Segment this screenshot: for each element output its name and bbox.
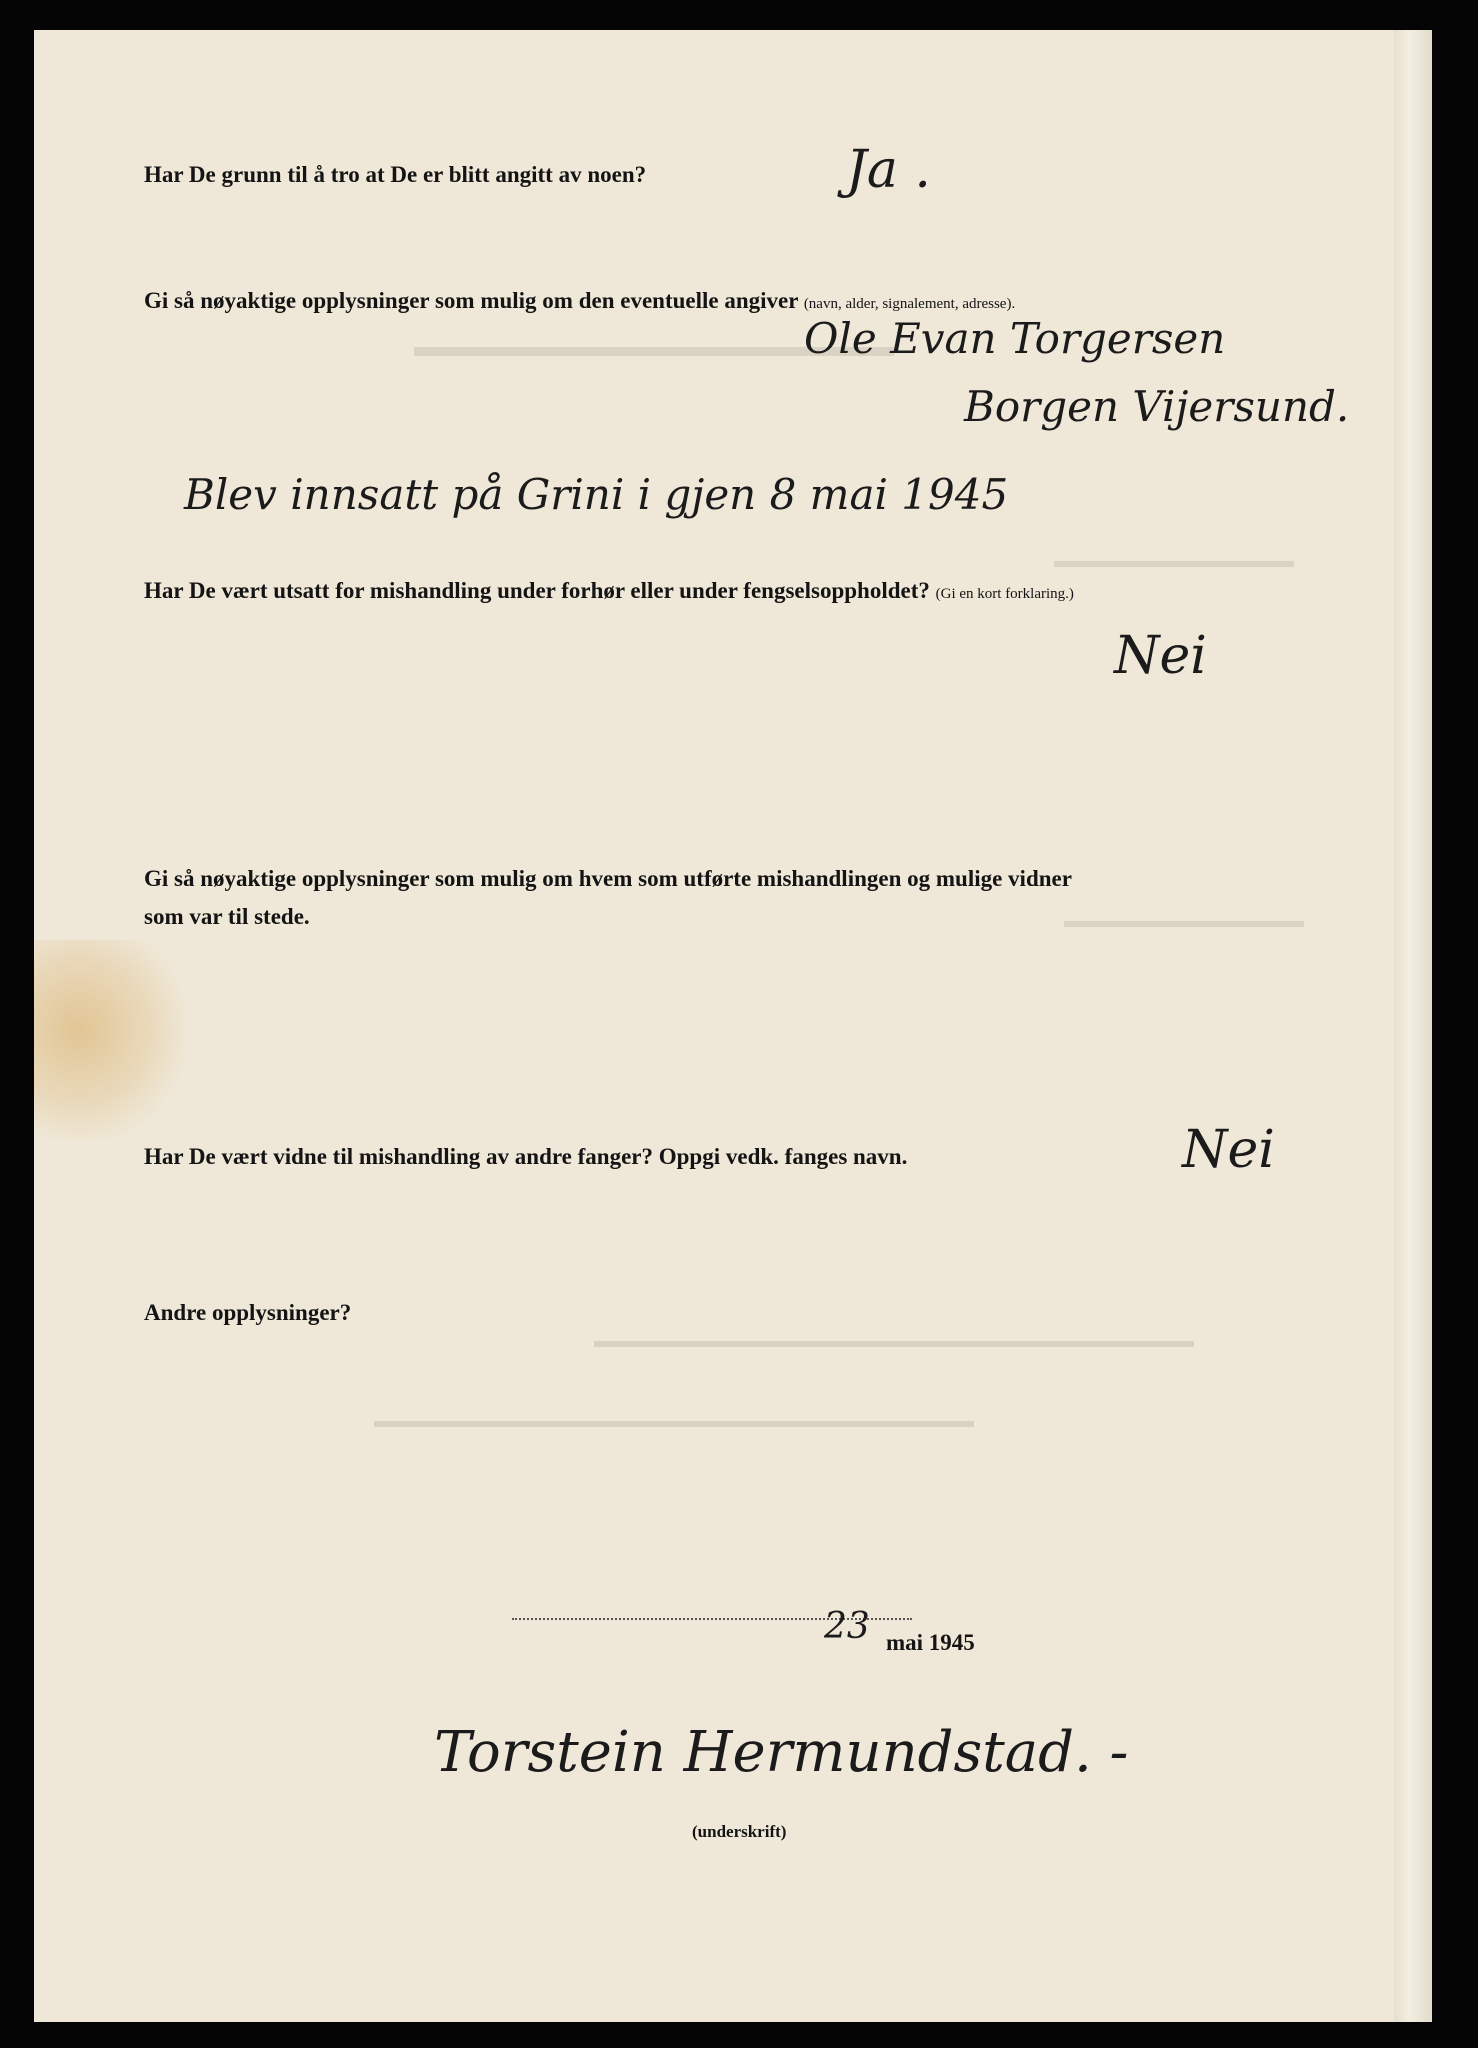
question-angiver-note: (navn, alder, signalement, adresse). bbox=[803, 296, 1016, 312]
answer-innsatt: Blev innsatt på Grini i gjen 8 mai 1945 bbox=[184, 470, 1009, 519]
question-angiver-text: Gi så nøyaktige opplysninger som mulig om den eventuelle angiver bbox=[144, 288, 799, 313]
question-mishandling-text: Har De vært utsatt for mishandling under forhør eller under fengselsoppholdet? bbox=[144, 578, 930, 603]
question-andre: Andre opplysninger? bbox=[144, 1300, 352, 1325]
question-angitt: Har De grunn til å tro at De er blitt angitt av noen? bbox=[144, 162, 647, 187]
show-through-text: ▬▬▬▬▬▬▬▬▬▬▬▬ bbox=[1054, 550, 1294, 572]
question-mishandling-note: (Gi en kort forklaring.) bbox=[935, 586, 1074, 602]
question-hvem-line2: som var til stede. bbox=[144, 904, 310, 929]
date-text: mai 1945 bbox=[886, 1630, 975, 1655]
show-through-text: ▬▬▬▬▬▬▬▬▬▬▬▬▬▬▬▬▬▬▬▬▬▬▬▬▬▬▬▬▬▬ bbox=[374, 1410, 974, 1432]
water-stain bbox=[34, 940, 184, 1140]
answer-angiver-name: Ole Evan Torgersen bbox=[804, 314, 1226, 363]
show-through-text: ▬▬▬▬▬▬▬▬▬▬▬▬ bbox=[1064, 910, 1304, 932]
answer-vidne: Nei bbox=[1182, 1120, 1275, 1180]
answer-angiver-address: Borgen Vijersund. bbox=[964, 382, 1350, 431]
answer-mishandling: Nei bbox=[1114, 626, 1207, 686]
show-through-text: ▬▬▬▬▬▬▬▬▬▬▬▬▬▬▬▬ bbox=[414, 330, 894, 363]
date-day: 23 bbox=[824, 1606, 870, 1647]
question-vidne: Har De vært vidne til mishandling av andre fanger? Oppgi vedk. fanges navn. bbox=[144, 1144, 908, 1169]
document-page bbox=[34, 30, 1432, 2022]
signature-name: Torstein Hermundstad. - bbox=[434, 1720, 1129, 1785]
paper-fold bbox=[1394, 30, 1432, 2022]
question-mishandling bbox=[144, 578, 1074, 604]
question-angiver bbox=[144, 288, 1015, 314]
signature-label: (underskrift) bbox=[692, 1822, 787, 1841]
answer-angitt: Ja . bbox=[846, 140, 931, 200]
show-through-text: ▬▬▬▬▬▬▬▬▬▬▬▬▬▬▬▬▬▬▬▬▬▬▬▬▬▬▬▬▬▬ bbox=[594, 1330, 1194, 1352]
question-hvem-line1: Gi så nøyaktige opplysninger som mulig om hvem som utførte mishandlingen og mulige vidner bbox=[144, 866, 1072, 891]
